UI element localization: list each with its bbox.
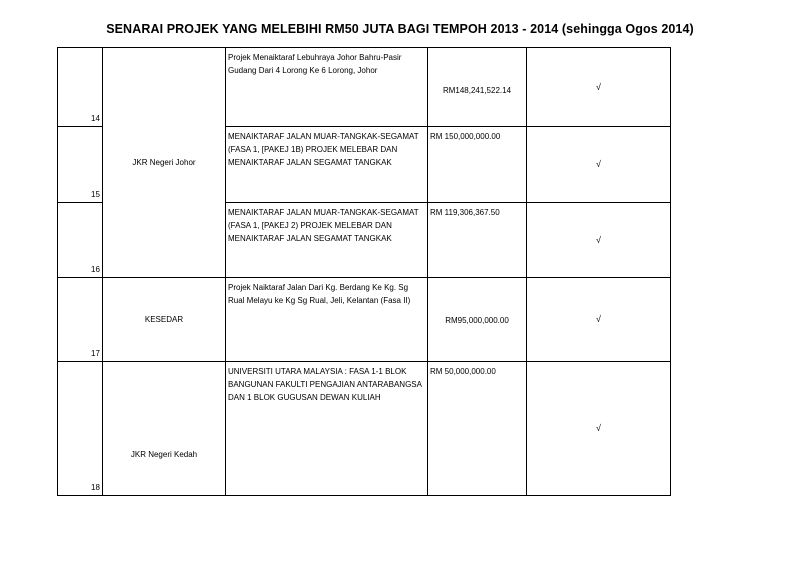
row-number: 16 [58,203,103,278]
status-tick: √ [527,48,671,127]
agency-cell [103,362,226,496]
cost-cell [428,278,527,362]
agency-cell: KESEDAR [103,278,226,362]
status-tick: √ [527,127,671,203]
document-title: SENARAI PROJEK YANG MELEBIHI RM50 JUTA BAGI TEMPOH 2013 - 2014 (sehingga Ogos 2014) [106,22,694,36]
row-number: 14 [58,48,103,127]
agency-label: JKR Negeri Kedah [130,450,198,459]
project-description: MENAIKTARAF JALAN MUAR-TANGKAK-SEGAMAT (FASA 1, [PAKEJ 1B) PROJEK MELEBAR DAN MENAIKTARAF JALAN SEGAMAT TANGKAK [226,127,428,203]
project-cost: RM 119,306,367.50 [428,203,527,278]
project-cost: RM95,000,000.00 [445,316,509,325]
row-number: 18 [58,362,103,496]
agency-cell: JKR Negeri Johor [103,48,226,278]
project-cost: RM 50,000,000.00 [428,362,527,496]
row-number: 15 [58,127,103,203]
project-description: Projek Menaiktaraf Lebuhraya Johor Bahru-Pasir Gudang Dari 4 Lorong Ke 6 Lorong, Johor [226,48,428,127]
status-tick: √ [527,362,671,496]
status-tick: √ [527,203,671,278]
cost-cell [428,48,527,127]
project-description: UNIVERSITI UTARA MALAYSIA : FASA 1-1 BLOK BANGUNAN FAKULTI PENGAJIAN ANTARABANGSA DAN 1 BLOK GUGUSAN DEWAN KULIAH [226,362,428,496]
project-cost: RM148,241,522.14 [442,86,512,95]
project-description: Projek Naiktaraf Jalan Dari Kg. Berdang Ke Kg. Sg Rual Melayu ke Kg Sg Rual, Jeli, Kelantan (Fasa II) [226,278,428,362]
projects-table [57,47,671,496]
row-number: 17 [58,278,103,362]
table-row [58,278,671,362]
status-tick: √ [527,278,671,362]
table-row [58,48,671,127]
project-description: MENAIKTARAF JALAN MUAR-TANGKAK-SEGAMAT (FASA 1, [PAKEJ 2) PROJEK MELEBAR DAN MENAIKTARAF JALAN SEGAMAT TANGKAK [226,203,428,278]
project-cost: RM 150,000,000.00 [428,127,527,203]
table-row [58,362,671,496]
